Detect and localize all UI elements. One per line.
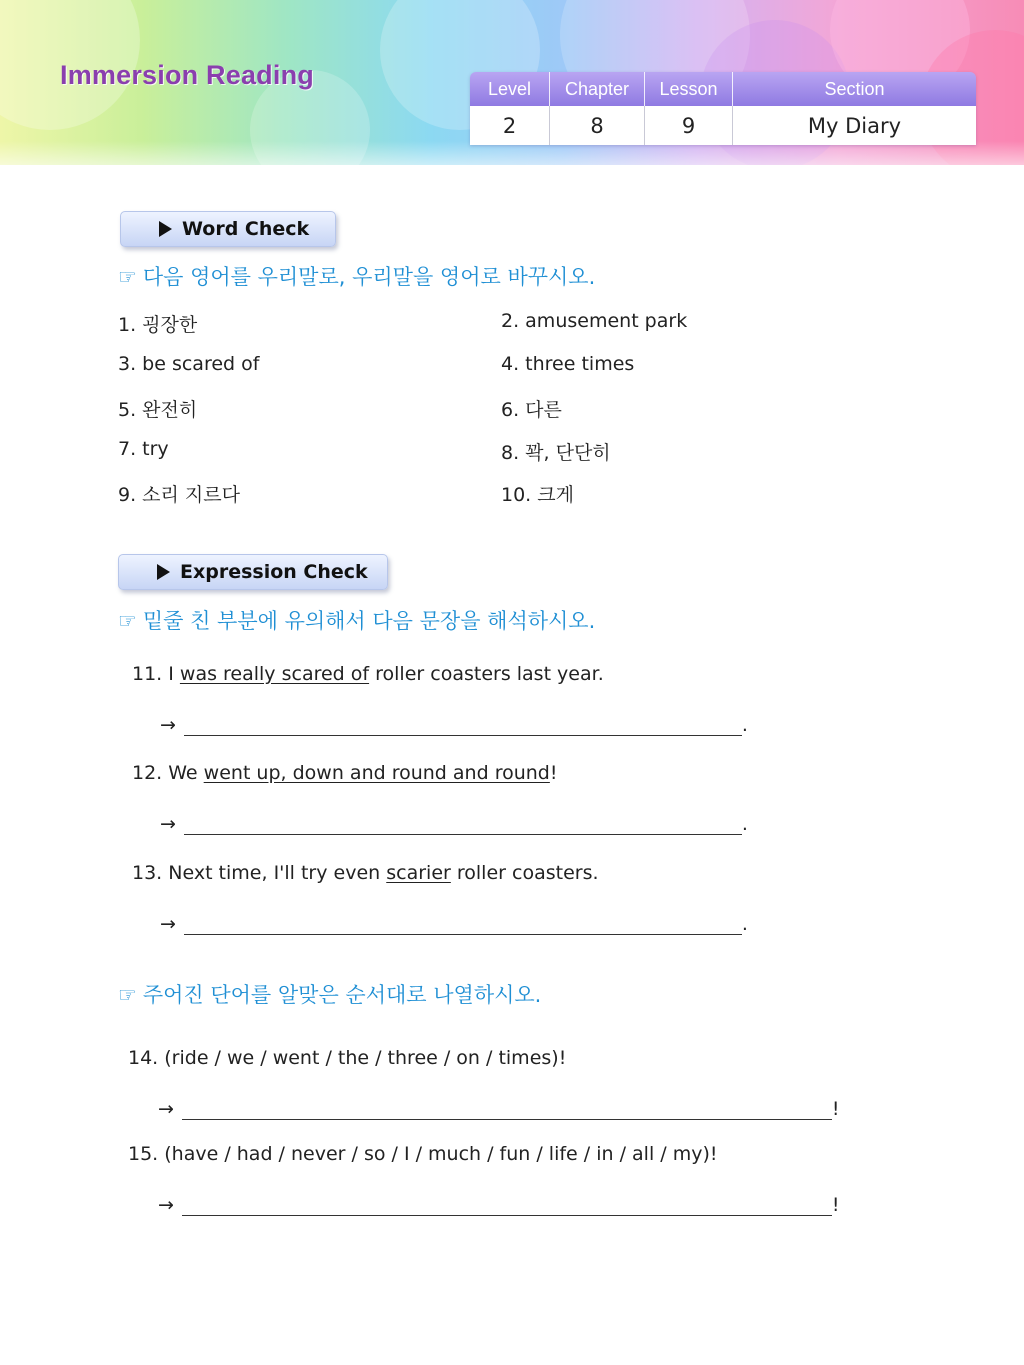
right-arrow-icon: → bbox=[160, 913, 176, 935]
expression-check-tab bbox=[118, 554, 388, 590]
right-arrow-icon: → bbox=[160, 813, 176, 835]
sentence-text: ! bbox=[549, 762, 558, 784]
chapter-column-label: Chapter bbox=[550, 72, 645, 106]
ordering-instruction bbox=[118, 979, 541, 1009]
level-column-label: Level bbox=[470, 72, 550, 106]
word-check-title: Word Check bbox=[182, 218, 310, 240]
answer-line-12[interactable] bbox=[160, 813, 748, 835]
underlined-phrase: was really scared of bbox=[179, 663, 370, 685]
end-mark: ! bbox=[831, 1098, 840, 1120]
right-arrow-icon: → bbox=[160, 714, 176, 736]
level-value: 2 bbox=[470, 106, 550, 145]
answer-line-13[interactable] bbox=[160, 913, 748, 935]
expression-check-title: Expression Check bbox=[180, 561, 368, 583]
sentence-11 bbox=[132, 663, 604, 685]
pointing-hand-icon: ☞ bbox=[118, 265, 137, 289]
right-arrow-icon: → bbox=[158, 1098, 174, 1120]
sentence-text: roller coasters last year. bbox=[369, 663, 604, 685]
ordering-instruction-text: 주어진 단어를 알맞은 순서대로 나열하시오. bbox=[142, 983, 542, 1007]
word-item: 1. 굉장한 bbox=[118, 314, 198, 336]
word-item: 2. amusement park bbox=[501, 310, 688, 332]
underlined-phrase: went up, down and round and round bbox=[203, 762, 550, 784]
sentence-text: roller coasters. bbox=[450, 862, 599, 884]
expression-check-instruction bbox=[118, 605, 595, 635]
sentence-12 bbox=[132, 762, 557, 784]
sentence-text: 11. I bbox=[132, 663, 180, 685]
sentence-13 bbox=[132, 862, 599, 884]
pointing-hand-icon: ☞ bbox=[118, 983, 137, 1007]
lesson-info-values bbox=[470, 106, 976, 145]
answer-line-14[interactable] bbox=[158, 1098, 840, 1120]
lesson-info-table bbox=[470, 72, 976, 145]
answer-line-15[interactable] bbox=[158, 1194, 840, 1216]
pointing-hand-icon: ☞ bbox=[118, 609, 137, 633]
answer-blank[interactable] bbox=[182, 1102, 832, 1120]
chapter-value: 8 bbox=[550, 106, 645, 145]
lesson-column-label: Lesson bbox=[645, 72, 733, 106]
word-item: 4. three times bbox=[501, 353, 635, 375]
section-value: My Diary bbox=[807, 113, 902, 138]
end-mark: . bbox=[741, 913, 748, 935]
word-check-tab bbox=[120, 211, 336, 247]
word-item: 10. 크게 bbox=[501, 484, 574, 506]
answer-blank[interactable] bbox=[184, 718, 742, 736]
header-banner bbox=[0, 0, 1024, 165]
right-arrow-icon: → bbox=[158, 1194, 174, 1216]
word-check-instruction bbox=[118, 261, 595, 291]
word-check-instruction-text: 다음 영어를 우리말로, 우리말을 영어로 바꾸시오. bbox=[142, 265, 596, 289]
answer-blank[interactable] bbox=[182, 1198, 832, 1216]
lesson-info-header bbox=[470, 72, 976, 106]
end-mark: . bbox=[741, 714, 748, 736]
brand-title: Immersion Reading bbox=[60, 60, 314, 90]
sentence-text: 12. We bbox=[132, 762, 204, 784]
answer-blank[interactable] bbox=[184, 917, 742, 935]
answer-blank[interactable] bbox=[184, 817, 742, 835]
word-item: 6. 다른 bbox=[501, 399, 562, 421]
end-mark: ! bbox=[831, 1194, 840, 1216]
word-item: 3. be scared of bbox=[118, 353, 260, 375]
ordering-item-15: 15. (have / had / never / so / I / much / fun / life / in / all / my)! bbox=[128, 1143, 718, 1165]
word-item: 8. 꽉, 단단히 bbox=[501, 442, 611, 464]
word-item: 9. 소리 지르다 bbox=[118, 484, 240, 506]
word-item: 7. try bbox=[118, 438, 169, 460]
underlined-phrase: scarier bbox=[386, 862, 451, 884]
ordering-item-14: 14. (ride / we / went / the / three / on / times)! bbox=[128, 1047, 567, 1069]
answer-line-11[interactable] bbox=[160, 714, 748, 736]
section-column-label: Section bbox=[824, 78, 885, 99]
play-triangle-icon bbox=[159, 221, 172, 237]
lesson-value: 9 bbox=[645, 106, 733, 145]
word-item: 5. 완전히 bbox=[118, 399, 198, 421]
sentence-text: 13. Next time, I'll try even bbox=[132, 862, 387, 884]
end-mark: . bbox=[741, 813, 748, 835]
play-triangle-icon bbox=[157, 564, 170, 580]
expression-check-instruction-text: 밑줄 친 부분에 유의해서 다음 문장을 해석하시오. bbox=[142, 609, 596, 633]
